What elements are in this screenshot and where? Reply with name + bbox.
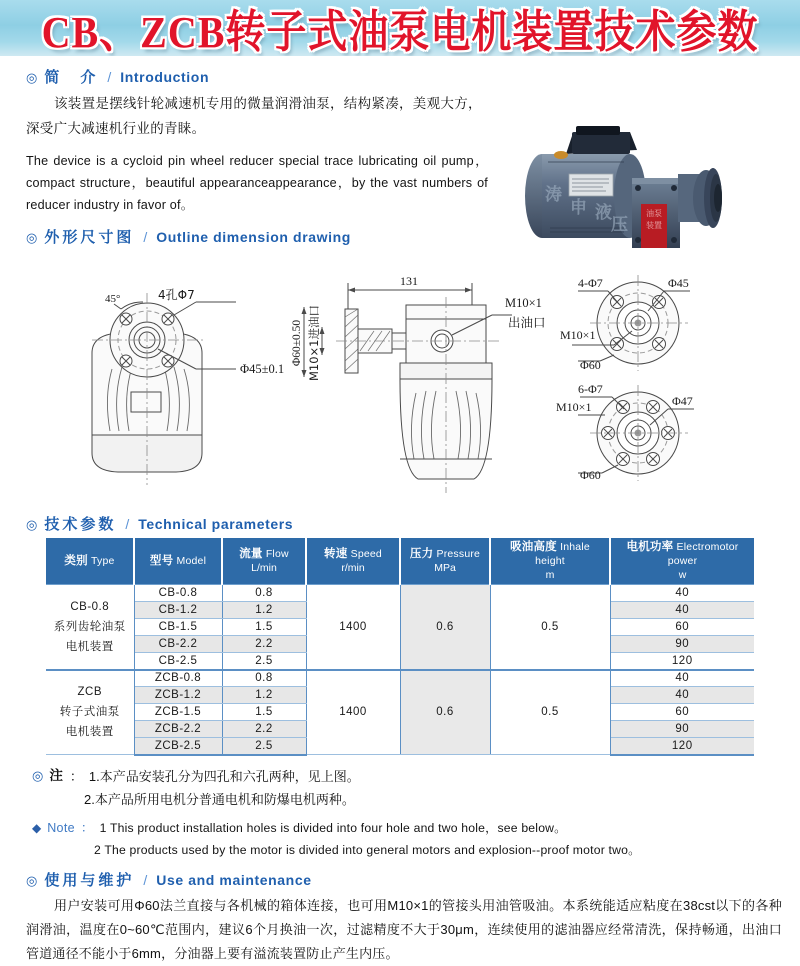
section-title-cn: 技术参数 xyxy=(44,516,117,533)
cell-power: 40 xyxy=(610,585,754,602)
type-line-2: 转子式油泵 xyxy=(59,706,120,719)
maintenance-section xyxy=(0,861,800,966)
col-header-pressure xyxy=(400,538,490,585)
type-line-3: 电机装置 xyxy=(65,640,114,653)
note-cn-row-1 xyxy=(32,765,780,788)
spec-table-body xyxy=(46,585,754,755)
note-en-colon: ： xyxy=(80,820,94,835)
label-d47: Φ47 xyxy=(672,394,693,408)
label-4-d7: 4-Φ7 xyxy=(578,276,603,290)
diamond-icon: ◆ xyxy=(32,820,42,835)
col-header-speed-unit: r/min xyxy=(341,562,365,574)
cell-pressure-group0: 0.6 xyxy=(400,585,490,670)
front-view-flange-drawing xyxy=(92,287,284,485)
note-cn-item-2: 2.本产品所用电机分普通电机和防爆电机两种。 xyxy=(84,791,355,807)
cell-type-group1 xyxy=(46,670,134,755)
svg-text:压: 压 xyxy=(611,215,628,235)
cell-power: 90 xyxy=(610,636,754,653)
cell-model: ZCB-1.5 xyxy=(134,704,222,721)
label-m10x1-bottom: M10×1 xyxy=(556,400,592,414)
cell-model: CB-1.5 xyxy=(134,619,222,636)
spec-table-wrap xyxy=(0,538,800,756)
section-title-en: Technical parameters xyxy=(138,516,294,532)
col-header-type-cn: 类别 xyxy=(64,555,88,567)
section-title-en: Introduction xyxy=(120,69,210,85)
cell-flow: 0.8 xyxy=(222,585,306,602)
note-en-item-2: 2 The products used by the motor is divided into general motors and explosion--proof motor two。 xyxy=(94,842,641,857)
dimension-drawings xyxy=(0,251,800,513)
cell-flow: 1.5 xyxy=(222,704,306,721)
table-row xyxy=(46,585,754,602)
type-line-1: ZCB xyxy=(77,686,102,699)
label-d45: Φ45 xyxy=(668,276,689,290)
notes-section xyxy=(0,756,800,861)
cell-power: 90 xyxy=(610,721,754,738)
label-m10x1-top: M10×1 xyxy=(560,328,596,342)
col-header-speed-cn: 转速 xyxy=(324,548,348,560)
col-header-flow-cn: 流量 xyxy=(239,548,263,560)
cell-model: ZCB-1.2 xyxy=(134,687,222,704)
cell-model: CB-2.2 xyxy=(134,636,222,653)
introduction-section xyxy=(0,56,800,235)
label-m10-inlet: M10×1进油口 xyxy=(307,304,321,382)
cell-speed-group1: 1400 xyxy=(306,670,400,755)
cell-flow: 1.2 xyxy=(222,687,306,704)
cell-power: 40 xyxy=(610,687,754,704)
col-header-speed-en: Speed xyxy=(350,548,382,560)
type-line-1: CB-0.8 xyxy=(70,600,110,613)
col-header-inhale-height xyxy=(490,538,610,585)
cell-power: 60 xyxy=(610,704,754,721)
note-cn-label: 注 xyxy=(49,767,64,783)
cell-flow: 2.5 xyxy=(222,738,306,755)
section-title-en: Use and maintenance xyxy=(156,871,312,888)
introduction-paragraph-en: The device is a cycloid pin wheel reducer special trace lubricating oil pump，compact structure，beautiful appearanceappearance，by the vast numbers of reducer industry in favor of。 xyxy=(26,154,488,212)
label-m10x1-center: M10×1 xyxy=(505,296,542,310)
cell-model: CB-0.8 xyxy=(134,585,222,602)
label-131: 131 xyxy=(400,274,418,288)
col-header-flow xyxy=(222,538,306,585)
label-outlet: 出油口 xyxy=(508,315,546,330)
page-title: CB、ZCB转子式油泵电机装置技术参数 xyxy=(41,6,759,56)
note-en-row-1 xyxy=(32,817,780,839)
cell-inhale-group0: 0.5 xyxy=(490,585,610,670)
section-slash: / xyxy=(143,229,148,245)
section-slash: / xyxy=(143,871,148,888)
section-title-en: Outline dimension drawing xyxy=(156,229,351,245)
col-header-inhale-unit: m xyxy=(545,569,555,581)
col-header-power xyxy=(610,538,754,585)
col-header-model xyxy=(134,538,222,585)
circle-icon: ◎ xyxy=(32,767,44,783)
svg-text:申: 申 xyxy=(570,198,587,218)
col-header-type xyxy=(46,538,134,585)
maintenance-paragraph: 用户安装可用Φ60法兰直接与各机械的箱体连接，也可用M10×1的管接头用油管吸油。本系统能适应粘度在38cst以下的各种润滑油，温度在0~60℃范围内，建议6个月换油一次，过滤精度不大于30μm，连续使用的滤油器应经常清洗，保持畅通，出油口管道通径不能小于6mm，分油器上要有溢流装置防止产生内压。 xyxy=(26,897,782,961)
technical-section xyxy=(0,513,800,534)
col-header-model-en: Model xyxy=(176,555,207,567)
label-45deg: 45° xyxy=(105,293,121,305)
col-header-pressure-cn: 压力 xyxy=(409,548,434,560)
note-cn-item-1: 1.本产品安装孔分为四孔和六孔两种，见上图。 xyxy=(88,768,360,784)
section-title-cn: 使用与维护 xyxy=(44,871,135,889)
type-line-2: 系列齿轮油泵 xyxy=(53,620,126,633)
introduction-paragraph-cn: 该装置是摆线针轮减速机专用的微量润滑油泵，结构紧凑，美观大方，深受广大减速机行业的青睐。 xyxy=(26,96,482,136)
cell-flow: 2.2 xyxy=(222,636,306,653)
svg-text:装置: 装置 xyxy=(646,221,662,230)
note-en-item-1: 1 This product installation holes is divided into four hole and two hole，see below。 xyxy=(99,820,567,835)
note-en-label: Note xyxy=(47,820,75,835)
spec-table xyxy=(46,538,754,756)
section-slash: / xyxy=(107,69,112,85)
product-photo-image xyxy=(498,118,790,260)
page-title-banner xyxy=(0,0,800,56)
type-line-3: 电机装置 xyxy=(65,726,114,739)
cell-model: ZCB-2.5 xyxy=(134,738,222,755)
cell-flow: 0.8 xyxy=(222,670,306,687)
introduction-body xyxy=(26,91,488,216)
section-header-introduction xyxy=(26,66,784,87)
label-6-d7: 6-Φ7 xyxy=(578,382,603,396)
side-section-drawing xyxy=(291,274,546,493)
cell-power: 40 xyxy=(610,602,754,619)
label-d60-bottom: Φ60 xyxy=(580,468,601,482)
cell-inhale-group1: 0.5 xyxy=(490,670,610,755)
cell-flow: 1.2 xyxy=(222,602,306,619)
label-4holes-d7: 4孔Φ7 xyxy=(158,288,195,302)
section-header-maintenance xyxy=(26,869,782,890)
col-header-type-en: Type xyxy=(91,555,115,567)
col-header-pressure-en: Pressure xyxy=(436,548,481,560)
col-header-power-unit: w xyxy=(678,569,687,581)
col-header-pressure-unit: MPa xyxy=(434,562,456,574)
col-header-speed xyxy=(306,538,400,585)
section-header-technical xyxy=(26,513,784,534)
cell-power: 120 xyxy=(610,653,754,670)
product-photo xyxy=(498,118,790,260)
circle-icon: ◎ xyxy=(26,872,38,888)
label-d45-tol: Φ45±0.1 xyxy=(240,362,285,376)
cell-type-group0 xyxy=(46,585,134,670)
col-header-power-cn: 电机功率 xyxy=(626,541,674,553)
four-hole-flange-drawing xyxy=(560,275,690,372)
cell-model: CB-1.2 xyxy=(134,602,222,619)
cell-pressure-group1: 0.6 xyxy=(400,670,490,755)
svg-text:涛: 涛 xyxy=(545,185,562,205)
col-header-flow-en: Flow xyxy=(265,548,289,560)
note-cn-colon: ： xyxy=(69,768,83,784)
cell-model: ZCB-0.8 xyxy=(134,670,222,687)
spec-table-head xyxy=(46,538,754,585)
svg-text:液: 液 xyxy=(595,203,612,223)
cell-power: 40 xyxy=(610,670,754,687)
label-d60-tol: Φ60±0.50 xyxy=(291,319,303,367)
dimension-drawings-svg xyxy=(0,257,800,515)
cell-model: CB-2.5 xyxy=(134,653,222,670)
spec-table-header-row xyxy=(46,538,754,585)
col-header-inhale-cn: 吸油高度 xyxy=(510,541,557,553)
col-header-inhale-en: Inhale height xyxy=(535,541,590,567)
section-title-cn: 外形尺寸图 xyxy=(44,229,135,246)
table-row xyxy=(46,670,754,687)
circle-icon: ◎ xyxy=(26,517,38,532)
label-d60-top: Φ60 xyxy=(580,358,601,372)
cell-power: 120 xyxy=(610,738,754,755)
cell-flow: 2.5 xyxy=(222,653,306,670)
six-hole-flange-drawing xyxy=(556,382,694,482)
circle-icon: ◎ xyxy=(26,70,38,85)
cell-model: ZCB-2.2 xyxy=(134,721,222,738)
cell-speed-group0: 1400 xyxy=(306,585,400,670)
cell-power: 60 xyxy=(610,619,754,636)
cell-flow: 1.5 xyxy=(222,619,306,636)
cell-flow: 2.2 xyxy=(222,721,306,738)
col-header-power-en: Electromotor power xyxy=(667,541,739,567)
section-title-cn: 简 介 xyxy=(44,69,99,86)
circle-icon: ◎ xyxy=(26,230,38,245)
svg-text:油泵: 油泵 xyxy=(646,209,662,218)
section-slash: / xyxy=(125,516,130,532)
col-header-model-cn: 型号 xyxy=(149,555,174,567)
col-header-flow-unit: L/min xyxy=(251,562,277,574)
